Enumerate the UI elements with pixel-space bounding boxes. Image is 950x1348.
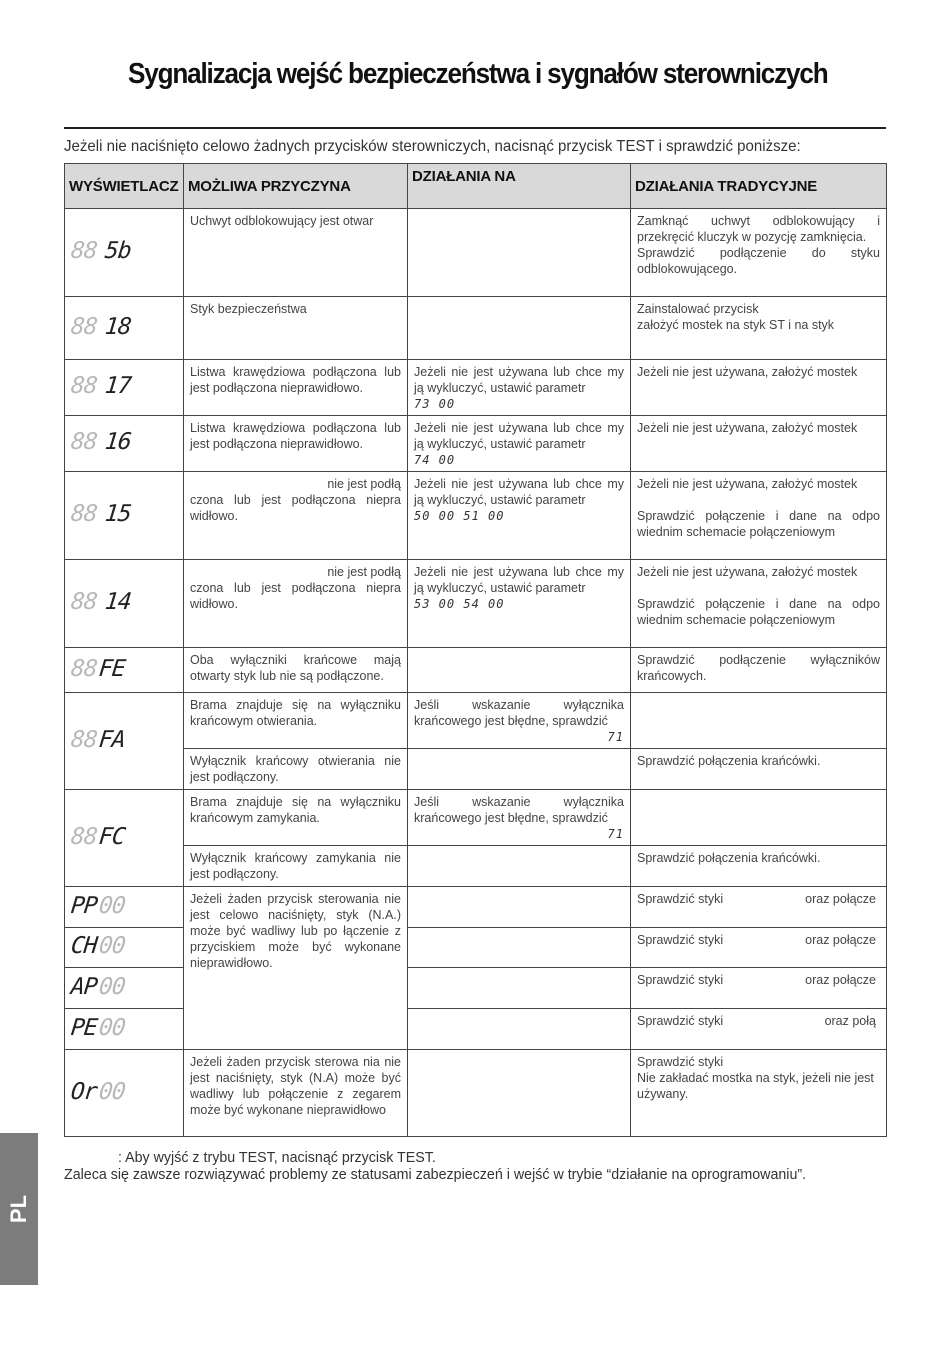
display-cell <box>65 560 184 648</box>
traditional-cell <box>631 968 887 1009</box>
traditional-text: Sprawdzić połączenie i dane na odpo wiednim schemacie połączeniowym <box>637 597 880 627</box>
traditional-text: oraz połącze <box>805 973 876 987</box>
display-code: 18 <box>103 313 132 340</box>
traditional-text: Zainstalować przycisk <box>637 302 759 316</box>
traditional-text: Jeżeli nie jest używana, założyć mostek <box>637 565 858 579</box>
display-code: 15 <box>103 501 132 527</box>
action-cell <box>408 416 631 472</box>
table-row <box>65 472 887 560</box>
table-row <box>65 648 887 693</box>
segment-display <box>69 429 132 455</box>
action-text: Jeśli wskazanie wyłącznika krańcowego jest błędne, sprawdzić <box>414 698 624 728</box>
cause-cell: Brama znajduje się na wyłączniku krańcowym otwierania. <box>184 693 408 749</box>
segment-display <box>69 655 126 682</box>
display-cell <box>65 1050 184 1137</box>
display-code: CH <box>69 933 99 959</box>
traditional-cell <box>631 472 887 560</box>
traditional-text: Sprawdzić styki <box>637 892 724 906</box>
action-text: Jeżeli nie jest używana lub chce my ją wykluczyć, ustawić parametr <box>414 477 624 507</box>
table-row <box>65 749 887 790</box>
action-cell <box>408 297 631 360</box>
display-code: 16 <box>103 429 132 455</box>
traditional-text: oraz połącze <box>805 933 876 947</box>
action-text: Jeśli wskazanie wyłącznika krańcowego jest błędne, sprawdzić <box>414 795 624 825</box>
display-cell <box>65 928 184 968</box>
table-row <box>65 297 887 360</box>
language-tab <box>0 1133 38 1285</box>
display-code: FA <box>97 726 126 753</box>
display-dim: 88 <box>69 726 99 753</box>
display-dim: 88 <box>69 655 99 682</box>
parameter-code: 50 00 51 00 <box>414 509 505 523</box>
traditional-cell <box>631 887 887 928</box>
page-title: Sygnalizacja wejść bezpieczeństwa i sygnałów sterowniczych <box>128 58 828 90</box>
action-cell <box>408 887 631 928</box>
traditional-cell <box>631 1050 887 1137</box>
display-code: FC <box>97 823 126 850</box>
segment-display <box>69 892 126 919</box>
footer-note: : Aby wyjść z trybu TEST, nacisnąć przycisk TEST. <box>118 1149 436 1166</box>
display-dim: 00 <box>97 1078 126 1105</box>
display-code: Or <box>69 1078 99 1105</box>
display-code: 5b <box>103 238 132 264</box>
table-row <box>65 209 887 297</box>
display-cell <box>65 790 184 887</box>
table-row <box>65 360 887 416</box>
display-dim: 00 <box>97 1014 126 1041</box>
action-text: Jeżeli nie jest używana lub chce my ją wykluczyć, ustawić parametr <box>414 421 624 451</box>
traditional-cell <box>631 790 887 846</box>
display-cell <box>65 693 184 790</box>
display-dim: 00 <box>97 933 126 959</box>
traditional-cell <box>631 560 887 648</box>
segment-display <box>69 238 132 264</box>
traditional-text: Jeżeli nie jest używana, założyć mostek <box>637 477 858 491</box>
cause-cell <box>184 560 408 648</box>
cause-text: czona lub jest podłączona niepra widłowo. <box>190 493 401 523</box>
segment-display <box>69 313 132 340</box>
segment-display <box>69 373 132 399</box>
display-dim: 88 <box>69 373 99 399</box>
action-cell <box>408 928 631 968</box>
traditional-cell: Jeżeli nie jest używana, założyć mostek <box>631 416 887 472</box>
display-cell <box>65 1009 184 1050</box>
cause-cell: Jeżeli żaden przycisk sterowa nia nie jest naciśnięty, styk (N.A) może być wadliwy lub połączenie z zegarem może być wykonane nieprawidłowo <box>184 1050 408 1137</box>
language-tab-label: PL <box>6 1194 31 1224</box>
traditional-cell <box>631 693 887 749</box>
display-dim: 88 <box>69 313 99 340</box>
cause-cell <box>184 472 408 560</box>
display-cell <box>65 968 184 1009</box>
traditional-cell: Jeżeli nie jest używana, założyć mostek <box>631 360 887 416</box>
intro-text: Jeżeli nie naciśnięto celowo żadnych przycisków sterowniczych, nacisnąć przycisk TEST i sprawdzić poniższe: <box>64 138 801 155</box>
display-cell <box>65 416 184 472</box>
traditional-text: Sprawdzić styki <box>637 1014 724 1028</box>
cause-text: czona lub jest podłączona niepra widłowo. <box>190 581 401 611</box>
header-cause: MOŻLIWA PRZYCZYNA <box>184 164 408 209</box>
display-cell <box>65 648 184 693</box>
cause-cell: Oba wyłączniki krańcowe mają otwarty styk lub nie są podłączone. <box>184 648 408 693</box>
title-divider <box>64 127 886 129</box>
cause-cell: Listwa krawędziowa podłączona lub jest podłączona nieprawidłowo. <box>184 360 408 416</box>
display-code: FE <box>97 655 126 682</box>
signal-table <box>64 163 887 1137</box>
parameter-code: 71 <box>607 827 624 841</box>
display-code: PP <box>69 892 99 919</box>
display-cell <box>65 360 184 416</box>
cause-cell: Brama znajduje się na wyłączniku krańcowym zamykania. <box>184 790 408 846</box>
segment-display <box>69 589 132 615</box>
traditional-text: Sprawdzić połączenie i dane na odpo wiednim schemacie połączeniowym <box>637 509 880 539</box>
display-code: 17 <box>103 373 132 399</box>
action-cell <box>408 648 631 693</box>
display-code: PE <box>69 1014 99 1041</box>
cause-cell: Jeżeli żaden przycisk sterowania nie jest celowo naciśnięty, styk (N.A.) może być wadliwy lub po łączenie z przyciskiem może być wykonane nieprawidłowo. <box>184 887 408 1050</box>
display-dim: 00 <box>97 892 126 919</box>
footer-recommendation: Zaleca się zawsze rozwiązywać problemy ze statusami zabezpieczeń i wejść w trybie “działanie na oprogramowaniu”. <box>64 1166 807 1183</box>
cause-cell: Wyłącznik krańcowy otwierania nie jest podłączony. <box>184 749 408 790</box>
traditional-cell: Sprawdzić połączenia krańcówki. <box>631 749 887 790</box>
traditional-text: Nie zakładać mostka na styk, jeżeli nie jest używany. <box>637 1071 874 1101</box>
traditional-text: założyć mostek na styk ST i na styk <box>637 318 835 332</box>
display-dim: 88 <box>69 238 99 264</box>
display-dim: 88 <box>69 429 99 455</box>
action-cell <box>408 560 631 648</box>
parameter-code: 74 00 <box>414 453 456 467</box>
traditional-cell <box>631 297 887 360</box>
action-text: Jeżeli nie jest używana lub chce my ją wykluczyć, ustawić parametr <box>414 365 624 395</box>
segment-display <box>69 823 126 850</box>
traditional-cell <box>631 209 887 297</box>
action-text: Jeżeli nie jest używana lub chce my ją wykluczyć, ustawić parametr <box>414 565 624 595</box>
display-code: AP <box>69 973 99 1000</box>
segment-display <box>69 933 126 959</box>
action-cell <box>408 846 631 887</box>
traditional-cell <box>631 1009 887 1050</box>
segment-display <box>69 1014 126 1041</box>
action-cell <box>408 790 631 846</box>
segment-display <box>69 726 126 753</box>
header-action-on: DZIAŁANIA NA <box>408 164 631 209</box>
traditional-cell: Sprawdzić połączenia krańcówki. <box>631 846 887 887</box>
parameter-code: 73 00 <box>414 397 456 411</box>
display-dim: 88 <box>69 823 99 850</box>
traditional-text: Sprawdzić podłączenie do styku odblokowującego. <box>637 246 880 276</box>
display-dim: 00 <box>97 973 126 1000</box>
parameter-code: 71 <box>607 730 624 744</box>
table-row <box>65 560 887 648</box>
table-row <box>65 693 887 749</box>
table-row <box>65 887 887 928</box>
traditional-text: Sprawdzić styki <box>637 933 724 947</box>
traditional-text: Sprawdzić styki <box>637 973 724 987</box>
action-cell <box>408 209 631 297</box>
display-dim: 88 <box>69 589 99 615</box>
table-row <box>65 846 887 887</box>
table-row <box>65 1050 887 1137</box>
cause-cell: Listwa krawędziowa podłączona lub jest podłączona nieprawidłowo. <box>184 416 408 472</box>
segment-display <box>69 1078 126 1105</box>
cause-cell: Uchwyt odblokowujący jest otwar <box>184 209 408 297</box>
display-cell <box>65 209 184 297</box>
cause-text: nie jest podłą <box>327 477 401 491</box>
segment-display <box>69 501 132 527</box>
traditional-text: Sprawdzić styki <box>637 1055 724 1069</box>
traditional-cell: Sprawdzić podłączenie wyłączników krańcowych. <box>631 648 887 693</box>
display-cell <box>65 887 184 928</box>
cause-cell: Styk bezpieczeństwa <box>184 297 408 360</box>
traditional-text: oraz połą <box>824 1014 876 1028</box>
action-cell <box>408 360 631 416</box>
traditional-cell <box>631 928 887 968</box>
display-cell <box>65 472 184 560</box>
table-row <box>65 790 887 846</box>
display-code: 14 <box>103 589 132 615</box>
cause-cell: Wyłącznik krańcowy zamykania nie jest podłączony. <box>184 846 408 887</box>
action-cell <box>408 1050 631 1137</box>
cause-text: nie jest podłą <box>327 565 401 579</box>
traditional-text: Zamknąć uchwyt odblokowujący i przekręcić kluczyk w pozycję zamknięcia. <box>637 214 880 244</box>
action-cell <box>408 968 631 1009</box>
parameter-code: 53 00 54 00 <box>414 597 505 611</box>
action-cell <box>408 472 631 560</box>
segment-display <box>69 973 126 1000</box>
table-header-row <box>65 164 887 209</box>
display-dim: 88 <box>69 501 99 527</box>
action-cell <box>408 1009 631 1050</box>
display-cell <box>65 297 184 360</box>
table-row <box>65 416 887 472</box>
action-cell <box>408 749 631 790</box>
traditional-text: oraz połącze <box>805 892 876 906</box>
header-traditional: DZIAŁANIA TRADYCYJNE <box>631 164 887 209</box>
header-display: WYŚWIETLACZ <box>65 164 184 209</box>
action-cell <box>408 693 631 749</box>
